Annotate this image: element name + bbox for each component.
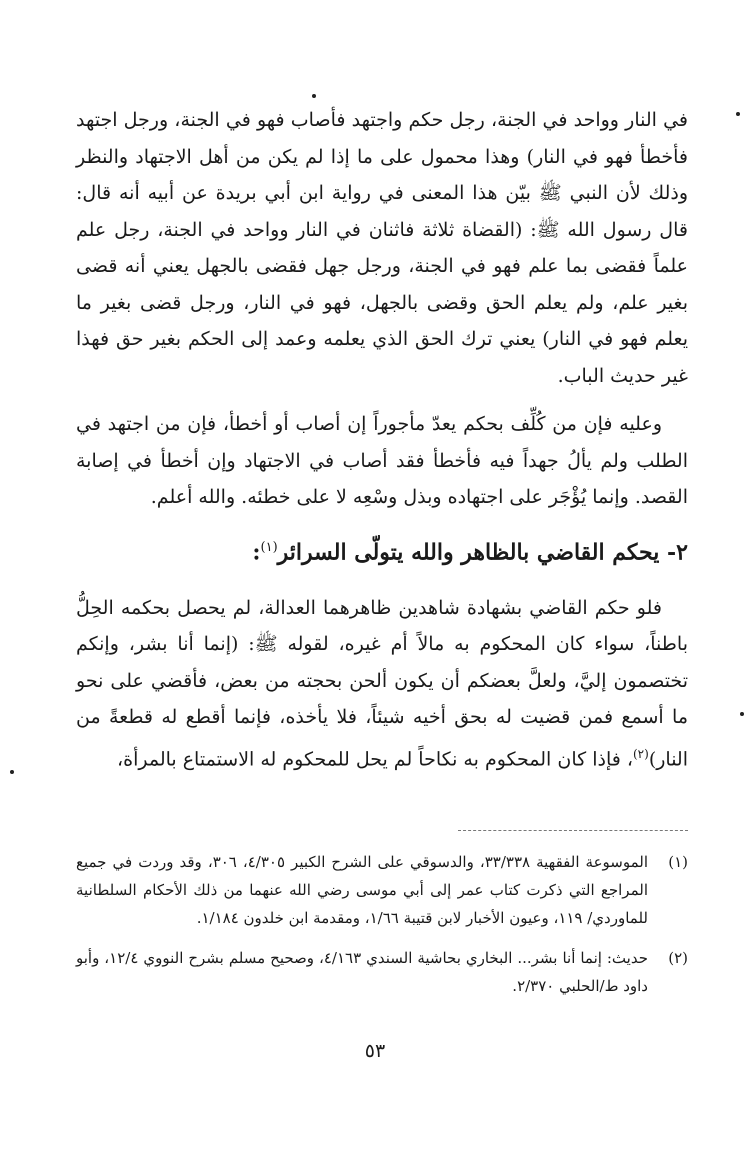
footnote-ref: (٢) [632, 746, 649, 761]
footnote-ref: (١) [260, 539, 278, 555]
page-speck [736, 112, 740, 116]
heading-colon: : [252, 538, 261, 565]
heading-text: ٢- يحكم القاضي بالظاهر والله يتولّى السرائر [277, 538, 688, 565]
page-speck [740, 712, 744, 716]
paragraph: وعليه فإن من كُلِّف بحكم يعدّ مأجوراً إن أصاب أو أخطأ، فإن من اجتهد في الطلب ولم يألُ جهداً فيه فأخطأ فقد أصاب في الاجتهاد وإن أخطأ في إصابة القصد. وإنما يُؤْجَر على اجتهاده وبذل وسْعِه لا على خطئه. والله أعلم. [76, 413, 688, 508]
footnote-text: حديث: إنما أنا بشر... البخاري بحاشية السندي ٤/١٦٣، وصحيح مسلم بشرح النووي ١٢/٤، وأبو داود ط/الحلبي ٢/٣٧٠. [76, 949, 648, 995]
paragraph-text-tail: ، فإذا كان المحكوم به نكاحاً لم يحل للمحكوم له الاستمتاع بالمرأة، [116, 748, 633, 771]
footnotes [76, 848, 688, 1012]
page-number: ٥٣ [364, 1040, 386, 1062]
footnote [76, 848, 688, 932]
footnote-number: (١) [668, 853, 688, 871]
footnote-text: الموسوعة الفقهية ٣٣/٣٣٨، والدسوقي على الشرح الكبير ٤/٣٠٥، ٣٠٦، وقد وردت في جميع المراجع التي ذكرت كتاب عمر إلى أبي موسى رضي الله عنهما من ذلك الأحكام السلطانية للماوردي/ ١١٩، وعيون الأخبار لابن قتيبة ١/٦٦، ومقدمة ابن خلدون ١/١٨٤. [76, 853, 648, 927]
paragraph: في النار وواحد في الجنة، رجل حكم واجتهد فأصاب فهو في الجنة، ورجل اجتهد فأخطأ فهو في النار) وهذا محمول على ما إذا لم يكن من أهل الاجتهاد والنظر وذلك لأن النبي ﷺ بيّن هذا المعنى في رواية ابن أبي بريدة عن أبيه أنه قال: قال رسول الله ﷺ: (القضاة ثلاثة فاثنان في النار وواحد في الجنة، رجل علم علماً فقضى بما علم فهو في الجنة، ورجل جهل فقضى بالجهل يعني أنه قضى بغير علم، ولم يعلم الحق وقضى بالجهل، فهو في النار، ورجل قضى بغير ما يعلم فهو في النار) يعني ترك الحق الذي يعلمه وعمد إلى الحكم بغير حق فهذا غير حديث الباب. [76, 109, 688, 387]
footnote-divider [458, 830, 688, 831]
paragraph-text: فلو حكم القاضي بشهادة شاهدين ظاهرهما العدالة، لم يحصل بحكمه الحِلُّ باطناً، سواء كان المحكوم به مالاً أم غيره، لقوله ﷺ: (إنما أنا بشر، وإنكم تختصمون إليَّ، ولعلَّ بعضكم أن يكون ألحن بحجته من بعض، فأقضي على نحو ما أسمع فمن قضيت له بحق أخيه شيئاً، فلا يأخذه، فإنما أقطع له قطعةً من النار) [76, 596, 688, 771]
paragraph [76, 590, 688, 778]
page-speck [10, 770, 14, 774]
footnote [76, 944, 688, 1000]
section-heading [76, 526, 688, 574]
page-speck [312, 94, 316, 98]
footnote-number: (٢) [668, 949, 688, 967]
main-text [76, 102, 688, 778]
